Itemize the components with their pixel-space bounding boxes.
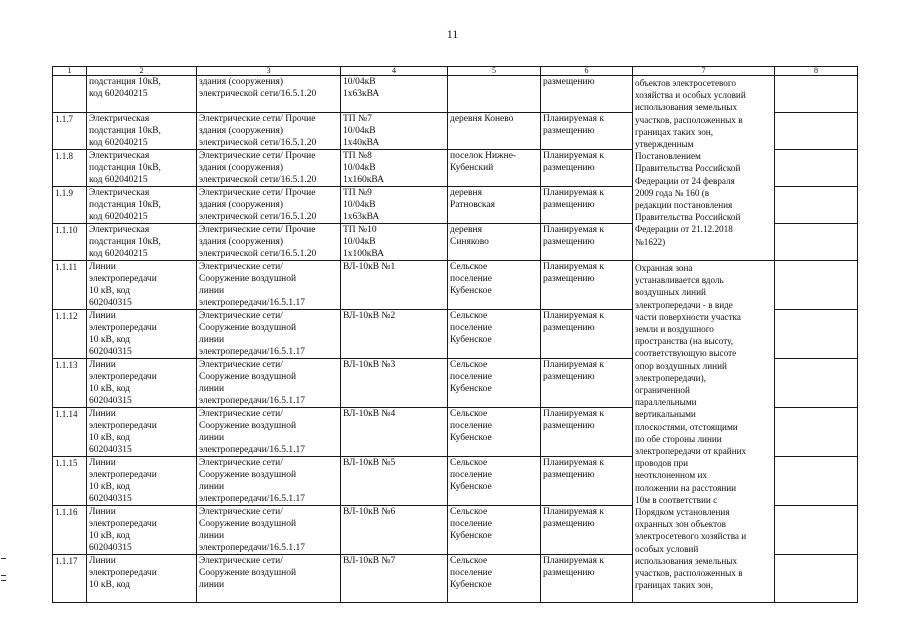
table-cell-col2: Линии электропередачи 10 кВ, код 602040315 xyxy=(87,310,197,359)
table-cell-col4: ВЛ-10кВ №3 xyxy=(341,359,448,408)
table-cell-col6: Планируемая к размещению xyxy=(541,261,633,310)
column-number: 1 xyxy=(53,67,87,76)
column-number: 4 xyxy=(341,67,448,76)
table-cell-col1: 1.1.8 xyxy=(53,150,87,187)
table-cell-col2: Линии электропередачи 10 кВ, код 602040315 xyxy=(87,506,197,555)
table-cell-col5: деревня Ратновская xyxy=(448,187,541,224)
table-cell-col3: Электрические сети/ Сооружение воздушной линии электропередачи/16.5.1.17 xyxy=(197,359,341,408)
column-number: 8 xyxy=(775,67,858,76)
table-cell-col1: 1.1.7 xyxy=(53,113,87,150)
table-cell-col5 xyxy=(448,76,541,113)
table-cell-col2: Электрическая подстанция 10кВ, код 602040215 xyxy=(87,150,197,187)
table-cell-col6: Планируемая к размещению xyxy=(541,310,633,359)
table-cell-col5: Сельское поселение Кубенское xyxy=(448,359,541,408)
table-cell-col2: подстанция 10кВ, код 602040215 xyxy=(87,76,197,113)
table-cell-col8 xyxy=(775,187,858,224)
table-cell-col5: деревня Конево xyxy=(448,113,541,150)
table-cell-col5: Сельское поселение Кубенское xyxy=(448,408,541,457)
table-cell-col4: ВЛ-10кВ №5 xyxy=(341,457,448,506)
protection-zone-note-substations: объектов электросетевого хозяйства и особых условий использования земельных участков, расположенных в границах таких зон, утвержденным Постановлением Правительства Российской Федерации от 24 февраля 2009 года № 160 (в редакции постановления Правительства Российской Федерации от 21.12.2018 №1622) xyxy=(633,76,775,261)
table-cell-col4: ВЛ-10кВ №1 xyxy=(341,261,448,310)
table-cell-col2: Линии электропередачи 10 кВ, код 602040315 xyxy=(87,261,197,310)
page-number: 11 xyxy=(446,27,459,41)
table-cell-col2: Электрическая подстанция 10кВ, код 602040215 xyxy=(87,113,197,150)
margin-mark xyxy=(1,558,6,559)
table-cell-col3: Электрические сети/ Сооружение воздушной линии xyxy=(197,555,341,603)
table-cell-col3: Электрические сети/ Сооружение воздушной линии электропередачи/16.5.1.17 xyxy=(197,310,341,359)
margin-mark xyxy=(1,580,6,581)
table-cell-col6: Планируемая к размещению xyxy=(541,224,633,261)
table-cell-col4: ВЛ-10кВ №4 xyxy=(341,408,448,457)
table-cell-col2: Линии электропередачи 10 кВ, код 602040315 xyxy=(87,408,197,457)
table-cell-col3: Электрические сети/ Сооружение воздушной линии электропередачи/16.5.1.17 xyxy=(197,261,341,310)
table-cell-col8 xyxy=(775,457,858,506)
table-cell-col5: поселок Нижне- Кубенский xyxy=(448,150,541,187)
table-cell-col8 xyxy=(775,150,858,187)
table-cell-col6: Планируемая к размещению xyxy=(541,457,633,506)
table-cell-col4: ВЛ-10кВ №6 xyxy=(341,506,448,555)
table-cell-col2: Электрическая подстанция 10кВ, код 602040215 xyxy=(87,224,197,261)
table-cell-col5: Сельское поселение Кубенское xyxy=(448,506,541,555)
table-cell-col6: Планируемая к размещению xyxy=(541,408,633,457)
table-cell-col8 xyxy=(775,555,858,603)
column-number: 7 xyxy=(633,67,775,76)
header-row xyxy=(53,67,858,76)
table-cell-col6: размещению xyxy=(541,76,633,113)
table-cell-col6: Планируемая к размещению xyxy=(541,113,633,150)
table-cell-col1: 1.1.13 xyxy=(53,359,87,408)
table-cell-col8 xyxy=(775,506,858,555)
table-cell-col4: ВЛ-10кВ №2 xyxy=(341,310,448,359)
protection-zone-note-power-lines: Охранная зона устанавливается вдоль воздушных линий электропередачи - в виде части поверхности участка земли и воздушного пространства (на высоту, соответствующую высоте опор воздушных линий электропередачи), ограниченной параллельными вертикальными плоскостями, отстоящими по обе стороны линии электропередачи от крайних проводов при неотклоненном их положении на расстоянии 10м в соответствии с Порядком установления охранных зон объектов электросетевого хозяйства и особых условий использования земельных участков, расположенных в границах таких зон, xyxy=(633,261,775,603)
table-cell-col1: 1.1.12 xyxy=(53,310,87,359)
table-cell-col8 xyxy=(775,224,858,261)
table-cell-col5: Сельское поселение Кубенское xyxy=(448,457,541,506)
table-cell-col8 xyxy=(775,359,858,408)
table-cell-col8 xyxy=(775,76,858,113)
table-cell-col8 xyxy=(775,408,858,457)
table-cell-col6: Планируемая к размещению xyxy=(541,150,633,187)
column-number: 6 xyxy=(541,67,633,76)
table-cell-col3: Электрические сети/ Сооружение воздушной линии электропередачи/16.5.1.17 xyxy=(197,457,341,506)
table-cell-col5: Сельское поселение Кубенское xyxy=(448,555,541,603)
table-cell-col4: ТП №8 10/04кВ 1х160кВА xyxy=(341,150,448,187)
table-cell-col2: Линии электропередачи 10 кВ, код xyxy=(87,555,197,603)
table-row xyxy=(53,261,858,310)
document-table xyxy=(52,66,858,603)
table-cell-col1: 1.1.14 xyxy=(53,408,87,457)
table-cell-col4: ВЛ-10кВ №7 xyxy=(341,555,448,603)
table-cell-col2: Электрическая подстанция 10кВ, код 602040215 xyxy=(87,187,197,224)
table-cell-col1: 1.1.16 xyxy=(53,506,87,555)
table-cell-col3: Электрические сети/ Прочие здания (сооружения) электрической сети/16.5.1.20 xyxy=(197,150,341,187)
table-cell-col1 xyxy=(53,76,87,113)
table-cell-col4: ТП №9 10/04кВ 1х63кВА xyxy=(341,187,448,224)
column-number: 5 xyxy=(448,67,541,76)
table-cell-col1: 1.1.17 xyxy=(53,555,87,603)
table-cell-col3: Электрические сети/ Сооружение воздушной линии электропередачи/16.5.1.17 xyxy=(197,408,341,457)
table-cell-col3: Электрические сети/ Прочие здания (сооружения) электрической сети/16.5.1.20 xyxy=(197,113,341,150)
table-cell-col5: Сельское поселение Кубенское xyxy=(448,310,541,359)
table-cell-col3: Электрические сети/ Прочие здания (сооружения) электрической сети/16.5.1.20 xyxy=(197,224,341,261)
table-cell-col5: деревня Синяково xyxy=(448,224,541,261)
table-cell-col8 xyxy=(775,113,858,150)
table-cell-col6: Планируемая к размещению xyxy=(541,555,633,603)
table-cell-col1: 1.1.15 xyxy=(53,457,87,506)
table-cell-col5: Сельское поселение Кубенское xyxy=(448,261,541,310)
table-cell-col4: ТП №10 10/04кВ 1х100кВА xyxy=(341,224,448,261)
table-cell-col4: 10/04кВ 1х63кВА xyxy=(341,76,448,113)
table-cell-col2: Линии электропередачи 10 кВ, код 602040315 xyxy=(87,359,197,408)
table-cell-col6: Планируемая к размещению xyxy=(541,187,633,224)
table-cell-col6: Планируемая к размещению xyxy=(541,506,633,555)
table-cell-col8 xyxy=(775,261,858,310)
table-cell-col3: Электрические сети/ Сооружение воздушной линии электропередачи/16.5.1.17 xyxy=(197,506,341,555)
table-row xyxy=(53,76,858,113)
table-cell-col3: здания (сооружения) электрической сети/16.5.1.20 xyxy=(197,76,341,113)
table-cell-col3: Электрические сети/ Прочие здания (сооружения) электрической сети/16.5.1.20 xyxy=(197,187,341,224)
table-cell-col1: 1.1.11 xyxy=(53,261,87,310)
table-cell-col6: Планируемая к размещению xyxy=(541,359,633,408)
margin-mark xyxy=(1,575,6,576)
table-cell-col1: 1.1.9 xyxy=(53,187,87,224)
column-number: 2 xyxy=(87,67,197,76)
table-cell-col2: Линии электропередачи 10 кВ, код 602040315 xyxy=(87,457,197,506)
column-number: 3 xyxy=(197,67,341,76)
table-cell-col8 xyxy=(775,310,858,359)
table-cell-col4: ТП №7 10/04кВ 1х40кВА xyxy=(341,113,448,150)
table-cell-col1: 1.1.10 xyxy=(53,224,87,261)
